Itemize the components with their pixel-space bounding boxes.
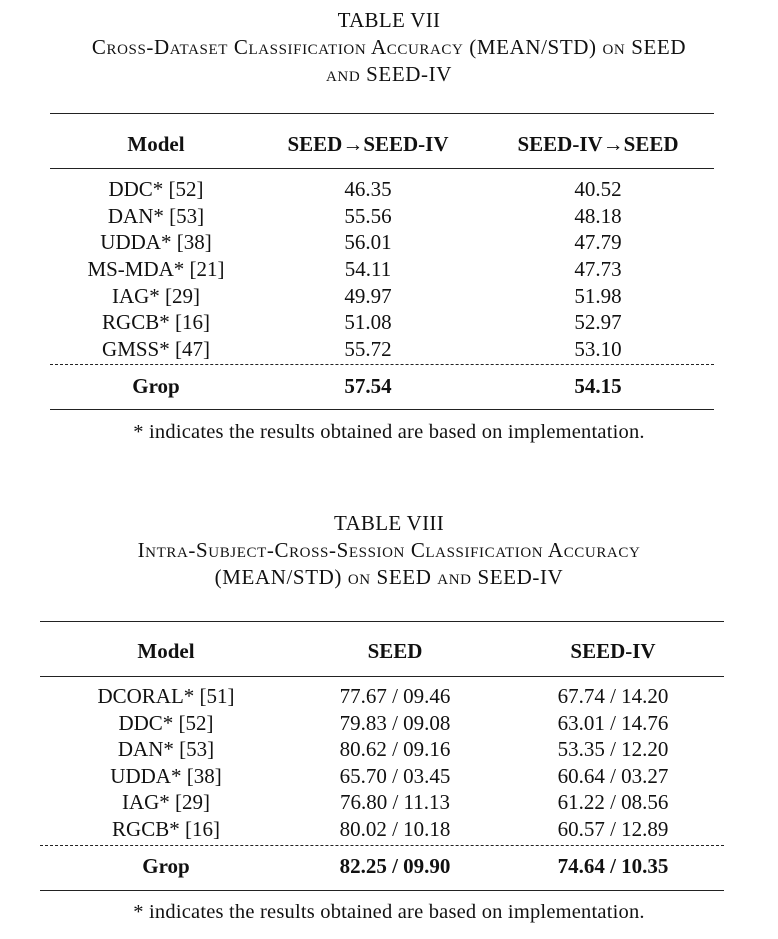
table7-value-cell: 51.98 — [574, 284, 622, 308]
table7-header-model: Model — [127, 132, 185, 156]
table7-value-cell: 51.08 — [344, 310, 392, 334]
table8-value-cell: 60.57 / 12.89 — [557, 817, 669, 841]
table7-value-cell: 55.56 — [344, 204, 392, 228]
table7-top-rule — [50, 113, 714, 114]
table8-value-cell: 65.70 / 03.45 — [339, 764, 451, 788]
table8-value-cell: 61.22 / 08.56 — [557, 790, 669, 814]
table8-value-cell: 63.01 / 14.76 — [557, 711, 669, 735]
table8-model-cell: DCORAL* [51] — [97, 684, 235, 708]
table7-final-value: 54.15 — [574, 374, 622, 398]
table7-value-cell: 49.97 — [344, 284, 392, 308]
table8-model-cell: UDDA* [38] — [110, 764, 222, 788]
table7-value-cell: 56.01 — [344, 230, 392, 254]
table7-bottom-rule — [50, 409, 714, 410]
table8-value-cell: 80.02 / 10.18 — [339, 817, 451, 841]
table8-value-cell: 79.83 / 09.08 — [339, 711, 451, 735]
table7-title-line1: Cross-Dataset Classification Accuracy (MEAN/STD) on SEED — [91, 35, 687, 59]
table8-title-line2: (MEAN/STD) on SEED and SEED-IV — [214, 565, 564, 589]
table7-final-model: Grop — [132, 374, 180, 398]
table8-header-model: Model — [137, 639, 195, 663]
table8-final-value: 82.25 / 09.90 — [339, 854, 451, 878]
table7-value-cell: 47.79 — [574, 230, 622, 254]
table7-value-cell: 52.97 — [574, 310, 622, 334]
table8-value-cell: 77.67 / 09.46 — [339, 684, 451, 708]
table7-model-cell: DDC* [52] — [108, 177, 204, 201]
table8-model-cell: RGCB* [16] — [112, 817, 220, 841]
table7-value-cell: 46.35 — [344, 177, 392, 201]
table7-model-cell: MS-MDA* [21] — [87, 257, 225, 281]
table8-header-seed: SEED — [367, 639, 423, 663]
table8-footnote: * indicates the results obtained are based on implementation. — [133, 901, 645, 923]
table7-model-cell: RGCB* [16] — [102, 310, 210, 334]
table7-value-cell: 48.18 — [574, 204, 622, 228]
table8-value-cell: 80.62 / 09.16 — [339, 737, 451, 761]
table7-footnote: * indicates the results obtained are based on implementation. — [133, 421, 645, 443]
table8-value-cell: 76.80 / 11.13 — [339, 790, 451, 814]
table8-final-value: 74.64 / 10.35 — [557, 854, 669, 878]
table7-value-cell: 53.10 — [574, 337, 622, 361]
table8-header-rule — [40, 676, 724, 677]
table8-final-model: Grop — [142, 854, 190, 878]
table7-model-cell: UDDA* [38] — [100, 230, 212, 254]
table8-bottom-rule — [40, 890, 724, 891]
table7-model-cell: IAG* [29] — [111, 284, 201, 308]
table8-model-cell: DAN* [53] — [117, 737, 215, 761]
table8-caption — [0, 510, 778, 591]
table7-dashed-separator — [50, 364, 714, 365]
table7-final-value: 57.54 — [344, 374, 392, 398]
table7-header-rule — [50, 168, 714, 169]
table8-value-cell: 60.64 / 03.27 — [557, 764, 669, 788]
table7-model-cell: DAN* [53] — [107, 204, 205, 228]
table8-top-rule — [40, 621, 724, 622]
table8-value-cell: 67.74 / 14.20 — [557, 684, 669, 708]
table7-value-cell: 54.11 — [344, 257, 392, 281]
table7-value-cell: 55.72 — [344, 337, 392, 361]
table7-label: TABLE VII — [337, 8, 441, 32]
table8-label: TABLE VIII — [334, 511, 444, 535]
table8-model-cell: DDC* [52] — [118, 711, 214, 735]
table7-value-cell: 40.52 — [574, 177, 622, 201]
table7-value-cell: 47.73 — [574, 257, 622, 281]
table7-title-line2: and SEED-IV — [326, 62, 452, 86]
table7-header-seediv-to-seed: SEED-IV→SEED — [517, 132, 679, 156]
table7-caption — [0, 7, 778, 88]
table8-dashed-separator — [40, 845, 724, 846]
table8-header-seediv: SEED-IV — [570, 639, 656, 663]
table7-model-cell: GMSS* [47] — [102, 337, 210, 361]
table8-title-line1: Intra-Subject-Cross-Session Classification Accuracy — [137, 538, 641, 562]
table8-value-cell: 53.35 / 12.20 — [557, 737, 669, 761]
table7-header-seed-to-seediv: SEED→SEED-IV — [287, 132, 449, 156]
table8-model-cell: IAG* [29] — [121, 790, 211, 814]
